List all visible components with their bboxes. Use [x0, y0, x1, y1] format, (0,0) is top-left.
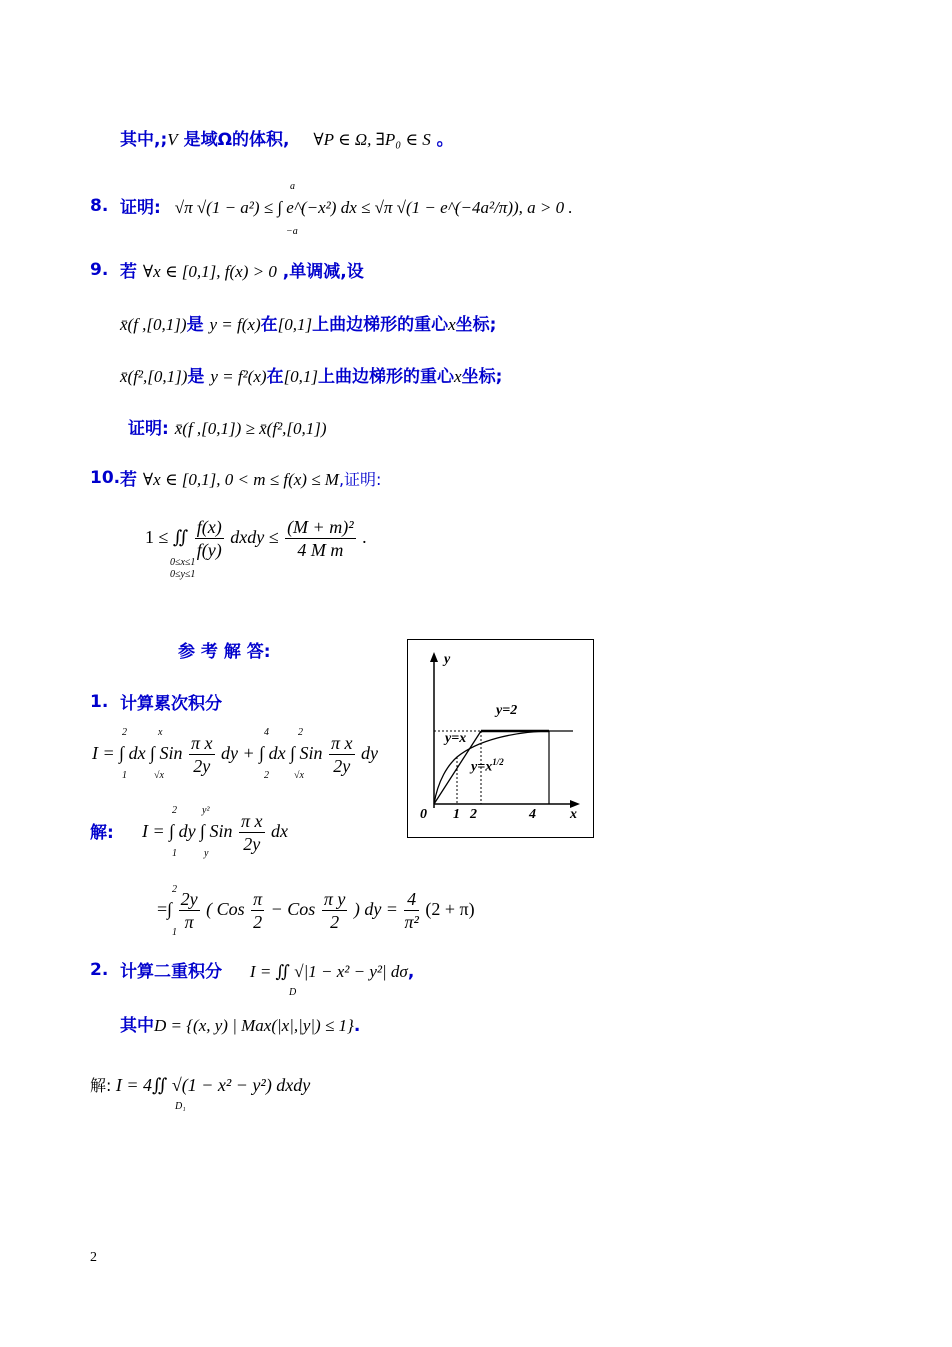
q10-end: . [362, 527, 367, 547]
q10-frac-den: f(y) [196, 540, 222, 561]
s1-integral-end: dy [361, 743, 379, 763]
q10-number: 10. [90, 468, 121, 488]
s1-lim-b-bot: √x [154, 770, 164, 781]
figure-tick-4: 4 [529, 807, 536, 822]
sol1b-lim-bot: 1 [172, 927, 177, 938]
sol1b-frac2-n: π [253, 889, 263, 910]
sol1b-frac4-n: 4 [404, 888, 418, 911]
intro-mid: 是域Ω的体积, [183, 130, 290, 150]
q8-number: 8. [90, 196, 109, 216]
q9-l2-b: 在 [260, 315, 278, 335]
q10-limit-x: 0≤x≤1 [170, 557, 196, 568]
sol1b-dy: ) dy = [353, 899, 398, 919]
region-figure-svg [408, 640, 593, 837]
q10-line1 [120, 468, 381, 492]
s1-frac2-d: 2y [333, 756, 351, 777]
q9-line1 [120, 260, 364, 284]
q8-upper-limit: a [290, 181, 295, 192]
sol1-lim-a-top: 2 [172, 805, 177, 816]
s1-lim-c-top: 4 [264, 727, 269, 738]
q9-l2-m2: y = f(x) [209, 315, 261, 334]
sol1b-cos1: ( Cos [206, 899, 245, 919]
q10-prove: ,证明: [338, 470, 382, 489]
q8-inequality: √π √(1 − a²) ≤ ∫ e^(−x²) dx ≤ √π √(1 − e^(−4a²/π)) [174, 198, 519, 217]
q9-l2-m1: x̄(f ,[0,1]) [120, 315, 187, 334]
s2-where: 其中 [120, 1016, 154, 1036]
s1-number: 1. [90, 692, 109, 712]
figure-y-label: y [444, 652, 451, 667]
q8-label: 证明: [120, 198, 161, 218]
s1-frac-d: 2y [193, 756, 211, 777]
q9-l3-m2: y = f²(x) [210, 367, 267, 386]
q9-l3-m1: x̄(f²,[0,1]) [120, 367, 188, 386]
q8-lower-limit: −a [286, 226, 298, 237]
s1-frac2 [329, 732, 355, 777]
intro-quantifier: ∀P ∈ Ω, ∃P₀ ∈ S [313, 130, 431, 149]
sol1-integral [142, 808, 288, 855]
s2-domain: D = {(x, y) | Max(|x|,|y|) ≤ 1} [154, 1016, 354, 1035]
q9-if: 若 [120, 262, 137, 282]
s1-label: 计算累次积分 [120, 694, 222, 714]
sol1b-frac2-d: 2 [253, 912, 263, 933]
q9-l3-m4: x [454, 367, 462, 386]
q9-l3-d: 坐标; [461, 367, 503, 387]
s2-number: 2. [90, 960, 109, 980]
sol1b-frac4-d: π² [404, 912, 419, 933]
q10-mid: dxdy ≤ [230, 527, 279, 547]
sol2-integral: I = 4∬ √(1 − x² − y²) dxdy [115, 1075, 311, 1095]
q9-l2-a: 是 [186, 315, 204, 335]
figure-label-sqrt-exp: 1/2 [492, 757, 504, 767]
q9-proof-inequality: x̄(f ,[0,1]) ≥ x̄(f²,[0,1]) [174, 419, 327, 438]
q9-l2-m3: [0,1] [277, 315, 313, 334]
q9-l3-a: 是 [187, 367, 205, 387]
y-axis-arrow [430, 652, 438, 662]
intro-line [120, 128, 454, 152]
figure-label-sqrt [471, 757, 504, 776]
q9-number: 9. [90, 260, 109, 280]
intro-volume-symbol: V [167, 130, 178, 149]
s1-integral-start: I = ∫ dx ∫ Sin [92, 743, 183, 763]
s2-end: . [353, 1016, 361, 1036]
s2-tail: , [407, 962, 415, 982]
sol1b-frac [179, 888, 200, 933]
q9-line4 [128, 417, 327, 441]
sol1-label: 解: [90, 823, 114, 843]
sol1-frac [239, 810, 265, 855]
q10-rhs-num: (M + m)² [287, 517, 354, 538]
sol2-line [90, 1073, 310, 1098]
q10-frac [195, 516, 224, 561]
sol1-integral-end: dx [271, 821, 289, 841]
s1-lim-b-top: x [158, 727, 163, 738]
sol1b-frac4 [404, 888, 418, 933]
q9-l3-c: 上曲边梯形的重心 [318, 367, 455, 387]
figure-label-yx: y=x [445, 731, 467, 746]
q9-line3 [120, 365, 502, 389]
q10-rhs-den: 4 M m [297, 540, 344, 561]
region-figure [407, 639, 594, 838]
q9-proof-label: 证明: [128, 419, 169, 439]
sol1-integral-start: I = ∫ dy ∫ Sin [142, 821, 233, 841]
sol1b-cos2: − Cos [270, 899, 316, 919]
q10-rhs [285, 516, 356, 561]
s1-lim-a-bot: 1 [122, 770, 127, 781]
sol1-lim-b-bot: y [204, 848, 209, 859]
s2-line2 [120, 1014, 360, 1038]
sol1-frac-n: π x [241, 811, 263, 832]
q10-inequality [145, 514, 367, 561]
sol1-result [157, 886, 475, 933]
s1-integral [92, 730, 378, 777]
figure-tick-1: 1 [453, 807, 460, 822]
s2-label: 计算二重积分 [120, 962, 222, 982]
s2-domain-limit: D [289, 987, 297, 998]
intro-prefix: 其中,; [120, 130, 168, 150]
q9-condition: ∀x ∈ [0,1], f(x) > 0 [142, 262, 277, 281]
figure-label-sqrt-base: y=x [471, 759, 493, 775]
q9-l2-c: 上曲边梯形的重心 [312, 315, 449, 335]
q9-l3-m3: [0,1] [283, 367, 319, 386]
intro-end: 。 [436, 130, 454, 150]
figure-label-y2: y=2 [496, 703, 518, 718]
s1-integral-mid: dy + ∫ dx ∫ Sin [221, 743, 323, 763]
q8-tail: , a > 0 . [518, 198, 573, 217]
sol1b-lim-top: 2 [172, 884, 177, 895]
s1-lim-d-bot: √x [294, 770, 304, 781]
sol1-lim-a-bot: 1 [172, 848, 177, 859]
sol1b-frac-n: 2y [180, 889, 198, 910]
sol1b-frac3 [322, 888, 348, 933]
q9-line2 [120, 313, 496, 337]
sol1b-frac2 [251, 888, 264, 933]
s1-lim-a-top: 2 [122, 727, 127, 738]
reference-title: 参 考 解 答: [178, 642, 271, 662]
q8-line [120, 196, 573, 220]
s1-frac-n: π x [191, 733, 213, 754]
s1-frac2-n: π x [331, 733, 353, 754]
sol1b-eq: =∫ [157, 899, 173, 919]
q9-l2-d: 坐标; [455, 315, 497, 335]
s2-line1 [120, 960, 414, 984]
page-number: 2 [90, 1250, 97, 1265]
s1-lim-c-bot: 2 [264, 770, 269, 781]
sol2-domain-limit: D₁ [175, 1101, 186, 1112]
figure-tick-2: 2 [470, 807, 477, 822]
figure-tick-0: 0 [420, 807, 427, 822]
sol1b-end: (2 + π) [425, 899, 475, 919]
sol1-lim-b-top: y² [202, 805, 210, 816]
q9-l3-b: 在 [266, 367, 284, 387]
sol1b-frac3-n: π y [323, 889, 346, 910]
q10-condition: ∀x ∈ [0,1], 0 < m ≤ f(x) ≤ M [142, 470, 339, 489]
q10-if: 若 [120, 470, 137, 490]
q9-l2-m4: x [448, 315, 456, 334]
sol1b-frac3-d: 2 [330, 912, 340, 933]
q10-limit-y: 0≤y≤1 [170, 569, 196, 580]
sol1b-frac-d: π [184, 912, 194, 933]
s2-integral: I = ∬ √|1 − x² − y²| dσ [249, 962, 408, 981]
sol2-label: 解: [90, 1076, 112, 1095]
q10-left: 1 ≤ ∬ [145, 527, 189, 547]
figure-x-label: x [570, 807, 577, 822]
q10-frac-num: f(x) [196, 517, 222, 538]
s1-frac [189, 732, 215, 777]
s1-lim-d-top: 2 [298, 727, 303, 738]
sol1-frac-d: 2y [243, 834, 261, 855]
q9-text: ,单调减,设 [282, 262, 364, 282]
